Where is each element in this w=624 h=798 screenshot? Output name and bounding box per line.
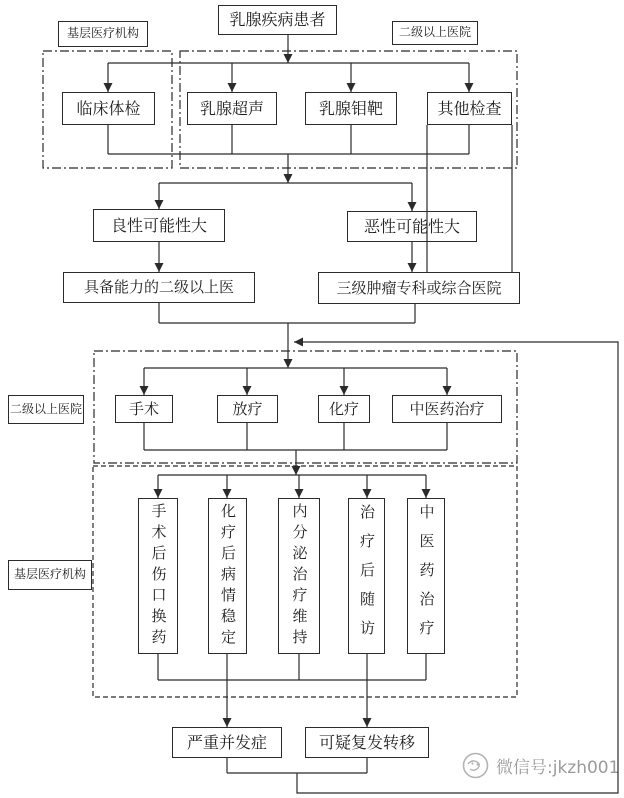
region-label-secondary-top: 二级以上医院 — [392, 21, 478, 45]
node-other-exam: 其他检查 — [427, 92, 512, 125]
node-wound-dressing — [138, 498, 178, 654]
node-wound-dressing-label: 手术后伤口换药 — [149, 502, 168, 650]
node-likely-malignant: 恶性可能性大 — [347, 211, 477, 242]
region-label-secondary-mid: 二级以上医院 — [8, 395, 84, 424]
region-label-primary-top: 基层医疗机构 — [58, 21, 148, 47]
node-tcm-care — [407, 498, 445, 654]
node-stable-after-chemo — [208, 498, 247, 654]
node-breast-ultrasound: 乳腺超声 — [187, 92, 277, 125]
node-endocrine-maintenance — [278, 498, 320, 654]
node-stable-after-chemo-label: 化疗后病情稳定 — [219, 502, 237, 650]
node-followup-label: 治疗后随访 — [358, 503, 376, 649]
node-surgery: 手术 — [115, 395, 173, 423]
node-mammography: 乳腺钼靶 — [305, 92, 397, 125]
node-endocrine-maintenance-label: 内分泌治疗维持 — [290, 502, 309, 650]
region-label-primary-bottom: 基层医疗机构 — [8, 560, 92, 590]
node-tcm-care-label: 中医药治疗 — [417, 503, 436, 649]
node-radiotherapy: 放疗 — [217, 395, 278, 423]
node-tertiary-hospital: 三级肿瘤专科或综合医院 — [318, 272, 520, 304]
node-tcm-treatment: 中医药治疗 — [392, 395, 502, 423]
node-severe-complications: 严重并发症 — [172, 727, 282, 758]
node-suspected-recurrence: 可疑复发转移 — [305, 727, 429, 758]
node-capable-secondary-hospital: 具备能力的二级以上医 — [63, 272, 255, 303]
node-chemotherapy: 化疗 — [318, 395, 370, 423]
watermark-text: 微信号:jkzh001 — [496, 758, 620, 778]
node-clinical-exam: 临床体检 — [62, 92, 155, 125]
node-patient: 乳腺疾病患者 — [218, 5, 337, 35]
wechat-logo-icon — [462, 752, 489, 779]
node-followup — [348, 498, 385, 654]
node-likely-benign: 良性可能性大 — [93, 209, 225, 242]
watermark — [462, 752, 619, 779]
